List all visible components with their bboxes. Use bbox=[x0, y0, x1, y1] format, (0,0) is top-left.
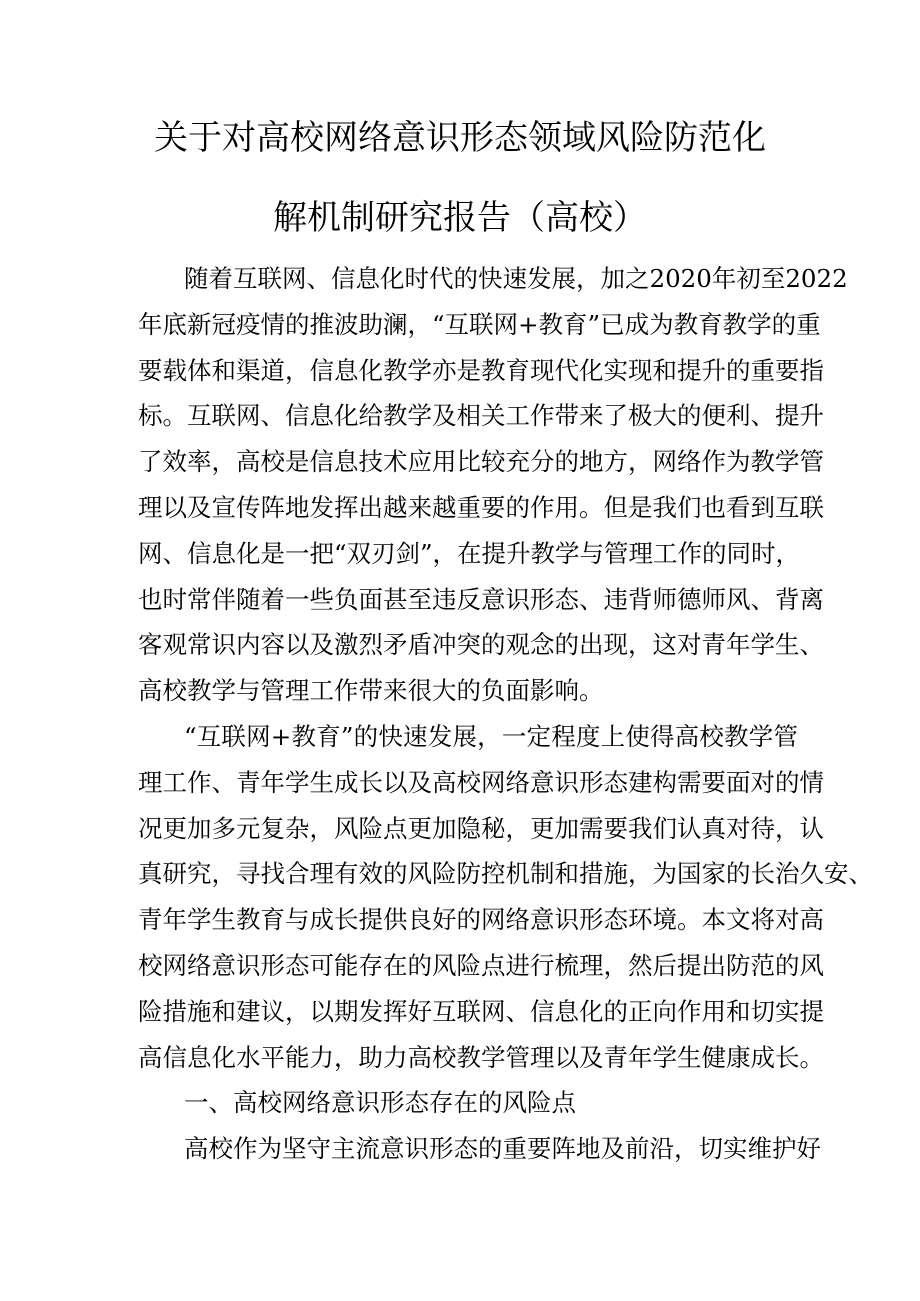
paragraph-2-line: 校网络意识形态可能存在的风险点进行梳理，然后提出防范的风 bbox=[138, 951, 824, 980]
paragraph-2-line: 险措施和建议，以期发挥好互联网、信息化的正向作用和切实提 bbox=[138, 997, 824, 1026]
paragraph-1-line: 高校教学与管理工作带来很大的负面影响。 bbox=[138, 676, 604, 705]
paragraph-1-line: 随着互联网、信息化时代的快速发展，加之2020年初至2022 bbox=[184, 264, 848, 293]
paragraph-1-line: 网、信息化是一把“双刃剑”，在提升教学与管理工作的同时， bbox=[138, 539, 801, 568]
paragraph-2-line: “互联网+教育”的快速发展，一定程度上使得高校教学管 bbox=[184, 722, 798, 751]
document-title-line-2: 解机制研究报告（高校） bbox=[273, 198, 647, 238]
paragraph-2-line: 高信息化水平能力，助力高校教学管理以及青年学生健康成长。 bbox=[138, 1043, 824, 1072]
paragraph-2-line: 青年学生教育与成长提供良好的网络意识形态环境。本文将对高 bbox=[138, 905, 824, 934]
paragraph-3-line: 高校作为坚守主流意识形态的重要阵地及前沿，切实维护好 bbox=[184, 1134, 821, 1163]
paragraph-1-line: 年底新冠疫情的推波助澜，“互联网+教育”已成为教育教学的重 bbox=[138, 310, 821, 339]
paragraph-1-line: 标。互联网、信息化给教学及相关工作带来了极大的便利、提升 bbox=[138, 401, 824, 430]
paragraph-1-line: 也时常伴随着一些负面甚至违反意识形态、违背师德师风、背离 bbox=[138, 585, 824, 614]
paragraph-2-line: 况更加多元复杂，风险点更加隐秘，更加需要我们认真对待，认 bbox=[138, 814, 824, 843]
paragraph-2-line: 理工作、青年学生成长以及高校网络意识形态建构需要面对的情 bbox=[138, 768, 824, 797]
paragraph-1-line: 了效率，高校是信息技术应用比较充分的地方，网络作为教学管 bbox=[138, 447, 824, 476]
paragraph-1-line: 客观常识内容以及激烈矛盾冲突的观念的出现，这对青年学生、 bbox=[138, 630, 824, 659]
paragraph-1-line: 理以及宣传阵地发挥出越来越重要的作用。但是我们也看到互联 bbox=[138, 493, 824, 522]
paragraph-1-line: 要载体和渠道，信息化教学亦是教育现代化实现和提升的重要指 bbox=[138, 356, 824, 385]
document-title-line-1: 关于对高校网络意识形态领域风险防范化 bbox=[154, 118, 766, 158]
section-1-heading: 一、高校网络意识形态存在的风险点 bbox=[184, 1088, 576, 1117]
paragraph-2-line: 真研究，寻找合理有效的风险防控机制和措施，为国家的长治久安、 bbox=[138, 859, 873, 888]
